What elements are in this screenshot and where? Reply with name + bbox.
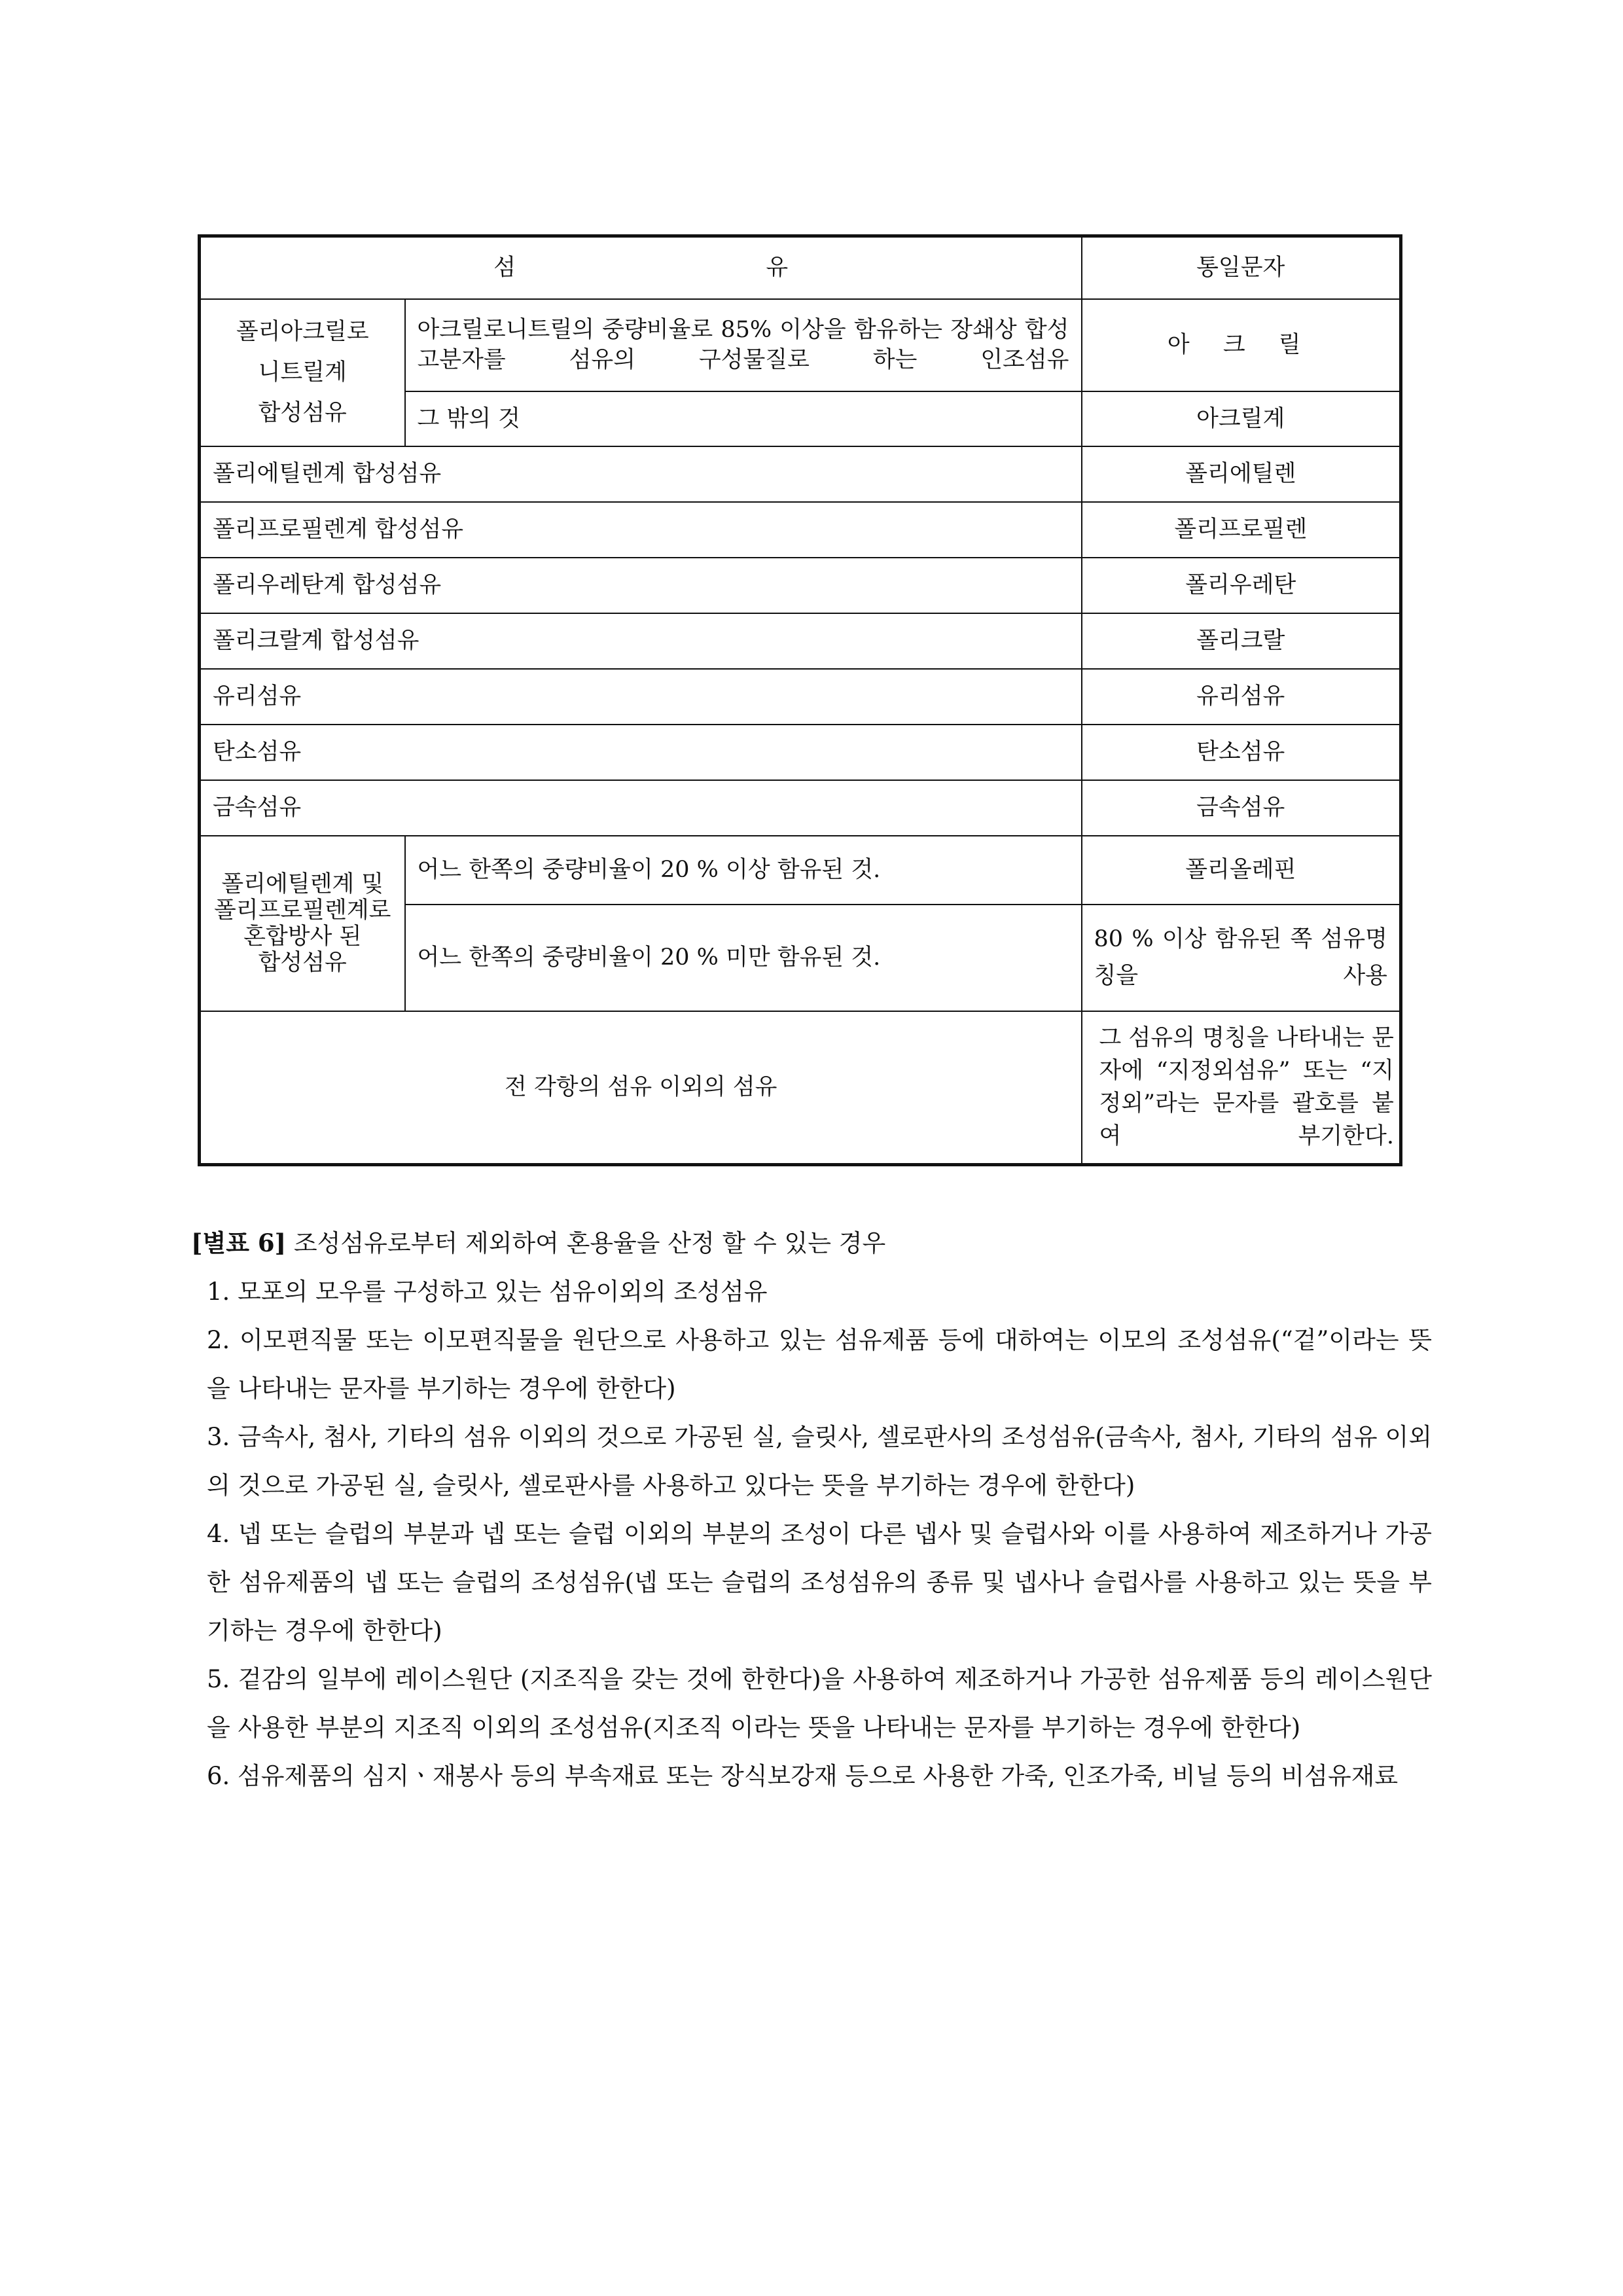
appendix-6-section (191, 1219, 1432, 1801)
appendix-title (191, 1219, 1432, 1268)
other-fiber-cell: 전 각항의 섬유 이외의 섬유 (200, 1011, 1082, 1165)
acrylic-group-cell: 폴리아크릴로 니트릴계 합성섬유 (200, 299, 405, 446)
table-header-row (200, 236, 1401, 299)
list-item: 5. 겉감의 일부에 레이스원단 (지조직을 갖는 것에 한한다)을 사용하여 제조하거나 가공한 섬유제품 등의 레이스원단을 사용한 부분의 지조직 이외의 조성섬유(지조직 이라는 뜻을 나타내는 문자를 부기하는 경우에 한한다) (207, 1665, 1432, 1742)
list-item: 1. 모포의 모우를 구성하고 있는 섬유이외의 조성섬유 (207, 1278, 768, 1306)
other-unified-cell: 그 섬유의 명칭을 나타내는 문자에 “지정외섬유” 또는 “지정외”라는 문자를 괄호를 붙여 부기한다. (1082, 1011, 1401, 1165)
unified-cell: 폴리크랄 (1082, 613, 1401, 669)
header-unified-name: 통일문자 (1082, 236, 1401, 299)
table-row (200, 613, 1401, 669)
blend-desc-cell: 어느 한쪽의 중량비율이 20 % 미만 함유된 것. (405, 905, 1082, 1011)
acrylic-other-desc-cell: 그 밖의 것 (405, 391, 1082, 446)
acrylic-unified-cell: 아 크 릴 (1082, 299, 1401, 391)
list-item: 3. 금속사, 첨사, 기타의 섬유 이외의 것으로 가공된 실, 슬릿사, 셀로판사의 조성섬유(금속사, 첨사, 기타의 섬유 이외의 것으로 가공된 실, 슬릿사, 셀로판사를 사용하고 있다는 뜻을 부기하는 경우에 한한다) (207, 1423, 1432, 1499)
blend-desc-cell: 어느 한쪽의 중량비율이 20 % 이상 함유된 것. (405, 836, 1082, 905)
fiber-name-table (198, 234, 1402, 1166)
unified-cell: 유리섬유 (1082, 669, 1401, 725)
header-fiber: 섬 유 (200, 236, 1082, 299)
table-row (200, 669, 1401, 725)
fiber-cell: 금속섬유 (200, 780, 1082, 836)
table-row (200, 299, 1401, 391)
fiber-cell: 유리섬유 (200, 669, 1082, 725)
list-item: 6. 섬유제품의 심지ㆍ재봉사 등의 부속재료 또는 장식보강재 등으로 사용한 가죽, 인조가죽, 비닐 등의 비섬유재료 (207, 1762, 1399, 1790)
unified-cell: 폴리에틸렌 (1082, 446, 1401, 502)
unified-cell: 폴리프로필렌 (1082, 502, 1401, 558)
fiber-cell: 폴리프로필렌계 합성섬유 (200, 502, 1082, 558)
list-item: 4. 넵 또는 슬럽의 부분과 넵 또는 슬럽 이외의 부분의 조성이 다른 넵사 및 슬럽사와 이를 사용하여 제조하거나 가공한 섬유제품의 넵 또는 슬럽의 조성섬유(넵 또는 슬럽의 조성섬유의 종류 및 넵사나 슬럽사를 사용하고 있는 뜻을 부기하는 경우에 한한다) (207, 1520, 1432, 1645)
unified-cell: 탄소섬유 (1082, 725, 1401, 780)
list-item: 2. 이모편직물 또는 이모편직물을 원단으로 사용하고 있는 섬유제품 등에 대하여는 이모의 조성섬유(“겉”이라는 뜻을 나타내는 문자를 부기하는 경우에 한한다) (207, 1326, 1432, 1403)
table-row (200, 836, 1401, 905)
table-row (200, 1011, 1401, 1165)
table-row (200, 725, 1401, 780)
fiber-cell: 탄소섬유 (200, 725, 1082, 780)
table-row (200, 502, 1401, 558)
acrylic-desc-cell: 아크릴로니트릴의 중량비율로 85% 이상을 함유하는 장쇄상 합성고분자를 섬유의 구성물질로 하는 인조섬유 (405, 299, 1082, 391)
unified-cell: 금속섬유 (1082, 780, 1401, 836)
appendix-label: [별표 6] (191, 1229, 287, 1257)
unified-cell: 폴리우레탄 (1082, 558, 1401, 613)
fiber-cell: 폴리크랄계 합성섬유 (200, 613, 1082, 669)
blend-unified-cell: 80 % 이상 함유된 쪽 섬유명칭을 사용 (1082, 905, 1401, 1011)
acrylic-other-unified-cell: 아크릴계 (1082, 391, 1401, 446)
table-row (200, 780, 1401, 836)
blend-group-cell: 폴리에틸렌계 및 폴리프로필렌계로 혼합방사 된 합성섬유 (200, 836, 405, 1011)
table-row (200, 558, 1401, 613)
appendix-title-text: 조성섬유로부터 제외하여 혼용율을 산정 할 수 있는 경우 (293, 1229, 886, 1257)
fiber-cell: 폴리우레탄계 합성섬유 (200, 558, 1082, 613)
blend-unified-cell: 폴리올레핀 (1082, 836, 1401, 905)
table-row (200, 446, 1401, 502)
fiber-cell: 폴리에틸렌계 합성섬유 (200, 446, 1082, 502)
